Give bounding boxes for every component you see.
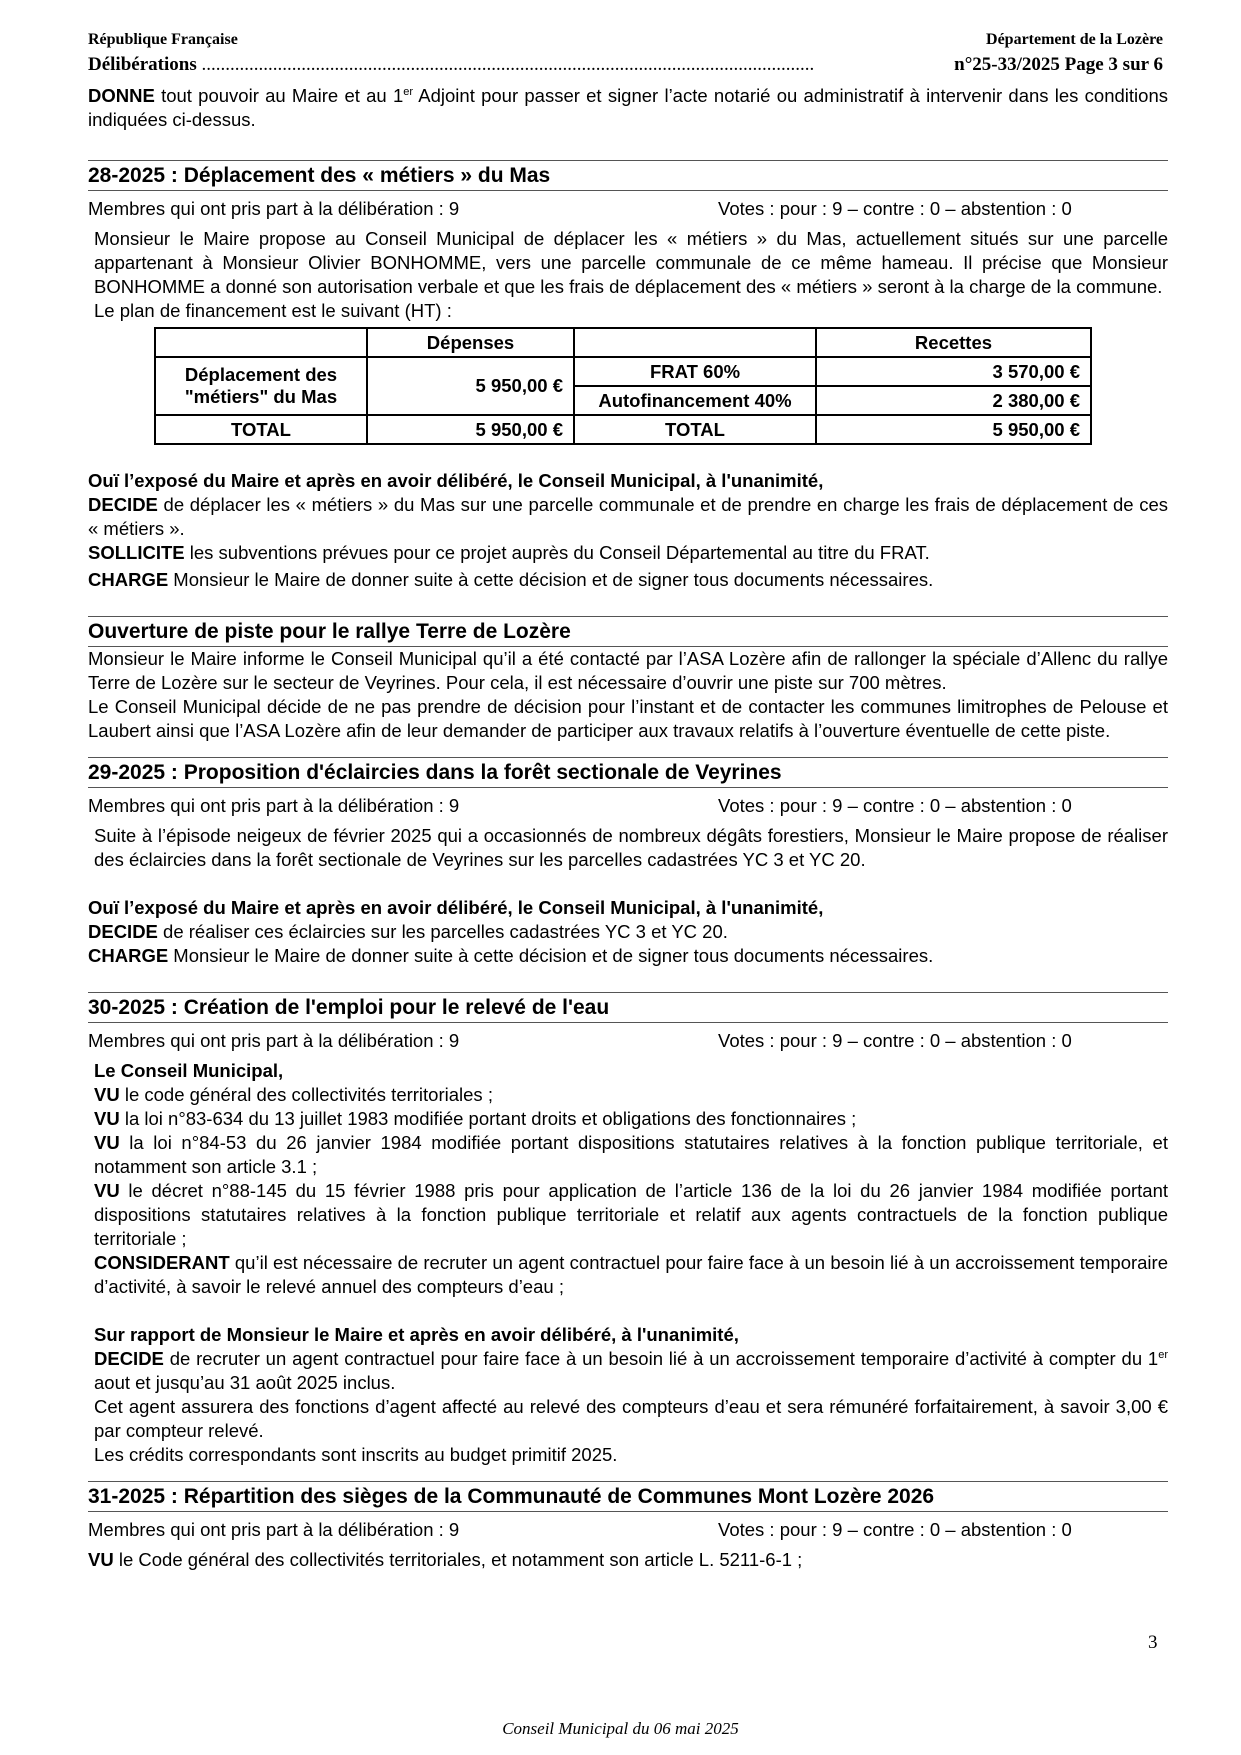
section-29-oui: Ouï l’exposé du Maire et après en avoir délibéré, le Conseil Municipal, à l'unanimité, bbox=[88, 897, 824, 918]
section-30-rapport: Sur rapport de Monsieur le Maire et après en avoir délibéré, à l'unanimité, bbox=[94, 1324, 739, 1345]
section-31-vu: VU le Code général des collectivités territoriales, et notamment son article L. 5211-6-1 ; bbox=[88, 1549, 803, 1570]
header-page-ref: n°25-33/2025 Page 3 sur 6 bbox=[954, 54, 1163, 75]
table-auto-label: Autofinancement 40% bbox=[574, 386, 816, 415]
section-30-vu4: VU le décret n°88-145 du 15 février 1988 pris pour application de l’article 136 de la loi du 26 janvier 1984 modifiée portant dispositions statutaires relatives à la fonction publique territoriale et relatif aux agents contractuels de la fonction publique territoriale ; bbox=[94, 1180, 1168, 1249]
header-deliberations: Délibérations ................................................................................................................................. bbox=[88, 54, 815, 75]
intro-donne: DONNE tout pouvoir au Maire et au 1er Adjoint pour passer et signer l’acte notarié ou administratif à intervenir dans les conditions indiquées ci-dessus. bbox=[88, 85, 1168, 130]
section-28-plan: Le plan de financement est le suivant (HT) : bbox=[94, 300, 452, 321]
section-30-decide: DECIDE de recruter un agent contractuel pour faire face à un besoin lié à un accroissement temporaire d’activité à compter du 1er aout et jusqu’au 31 août 2025 inclus. bbox=[94, 1348, 1168, 1393]
table-total-rec: 5 950,00 € bbox=[816, 415, 1091, 444]
section-28-members: Membres qui ont pris part à la délibération : 9 Votes : pour : 9 – contre : 0 – abstention : 0 bbox=[88, 198, 1072, 219]
section-30-vu2: VU la loi n°83-634 du 13 juillet 1983 modifiée portant droits et obligations des fonctionnaires ; bbox=[94, 1108, 857, 1129]
table-frat-label: FRAT 60% bbox=[574, 357, 816, 386]
section-28-sollicite: SOLLICITE les subventions prévues pour ce projet auprès du Conseil Départemental au titre du FRAT. bbox=[88, 542, 930, 563]
section-28-para: Monsieur le Maire propose au Conseil Municipal de déplacer les « métiers » du Mas, actuellement situés sur une parcelle appartenant à Monsieur Olivier BONHOMME, vers une parcelle communale de ce même hameau. Il précise que Monsieur BONHOMME a donné son autorisation verbale et que les frais de déplacement des « métiers » seront à la charge de la commune. bbox=[94, 228, 1168, 297]
section-28-title: 28-2025 : Déplacement des « métiers » du Mas bbox=[88, 160, 1168, 191]
page-header bbox=[88, 28, 1163, 78]
section-29-members: Membres qui ont pris part à la délibération : 9 Votes : pour : 9 – contre : 0 – abstention : 0 bbox=[88, 795, 1072, 816]
section-28-oui: Ouï l’exposé du Maire et après en avoir délibéré, le Conseil Municipal, à l'unanimité, bbox=[88, 470, 824, 491]
document-body bbox=[88, 84, 1168, 1572]
section-30-vu3: VU la loi n°84-53 du 26 janvier 1984 modifiée portant dispositions statutaires relatives à la fonction publique territoriale, et notamment son article 3.1 ; bbox=[94, 1132, 1168, 1177]
section-rallye-title: Ouverture de piste pour le rallye Terre de Lozère bbox=[88, 616, 1168, 647]
section-29-para: Suite à l’épisode neigeux de février 2025 qui a occasionnés de nombreux dégâts forestiers, Monsieur le Maire propose de réaliser des éclaircies dans la forêt sectionale de Veyrines sur les parcelles cadastrées YC 3 et YC 20. bbox=[94, 825, 1168, 870]
section-29-decide: DECIDE de réaliser ces éclaircies sur les parcelles cadastrées YC 3 et YC 20. bbox=[88, 921, 728, 942]
section-30-conseil: Le Conseil Municipal, bbox=[94, 1060, 284, 1081]
header-departement: Département de la Lozère bbox=[986, 31, 1163, 48]
section-30-considerant: CONSIDERANT qu’il est nécessaire de recruter un agent contractuel pour faire face à un besoin lié à un accroissement temporaire d’activité, à savoir le relevé annuel des compteurs d’eau ; bbox=[94, 1252, 1168, 1297]
footer-meeting: Conseil Municipal du 06 mai 2025 bbox=[502, 1719, 739, 1738]
table-row-label: Déplacement des "métiers" du Mas bbox=[155, 357, 367, 415]
financing-table bbox=[154, 327, 1092, 445]
section-30-credits: Les crédits correspondants sont inscrits au budget primitif 2025. bbox=[94, 1444, 618, 1465]
section-rallye-p1: Monsieur le Maire informe le Conseil Municipal qu’il a été contacté par l’ASA Lozère afin de rallonger la spéciale d’Allenc du rallye Terre de Lozère sur le secteur de Veyrines. Pour cela, il est nécessaire d’ouvrir une piste sur 700 mètres. bbox=[88, 648, 1168, 693]
table-header-recettes: Recettes bbox=[816, 328, 1091, 357]
section-30-members: Membres qui ont pris part à la délibération : 9 Votes : pour : 9 – contre : 0 – abstention : 0 bbox=[88, 1030, 1072, 1051]
table-frat-amount: 3 570,00 € bbox=[816, 357, 1091, 386]
table-dep-amount: 5 950,00 € bbox=[367, 357, 574, 415]
section-30-agent: Cet agent assurera des fonctions d’agent affecté au relevé des compteurs d’eau et sera rémunéré forfaitairement, à savoir 3,00 € par compteur relevé. bbox=[94, 1396, 1168, 1441]
section-29-charge: CHARGE Monsieur le Maire de donner suite à cette décision et de signer tous documents nécessaires. bbox=[88, 945, 934, 966]
section-rallye-p2: Le Conseil Municipal décide de ne pas prendre de décision pour l’instant et de contacter les communes limitrophes de Pelouse et Laubert ainsi que l’ASA Lozère afin de leur demander de participer aux travaux relatifs à l’ouverture éventuelle de cette piste. bbox=[88, 696, 1168, 741]
section-31-members: Membres qui ont pris part à la délibération : 9 Votes : pour : 9 – contre : 0 – abstention : 0 bbox=[88, 1519, 1072, 1540]
page-number: 3 bbox=[1148, 1632, 1158, 1653]
section-28-decide: DECIDE de déplacer les « métiers » du Mas sur une parcelle communale et de prendre en charge les frais de déplacement de ces « métiers ». bbox=[88, 494, 1168, 539]
table-total-rec-label: TOTAL bbox=[574, 415, 816, 444]
section-29-title: 29-2025 : Proposition d'éclaircies dans la forêt sectionale de Veyrines bbox=[88, 757, 1168, 788]
section-31-title: 31-2025 : Répartition des sièges de la Communauté de Communes Mont Lozère 2026 bbox=[88, 1481, 1168, 1512]
table-total-label: TOTAL bbox=[155, 415, 367, 444]
table-auto-amount: 2 380,00 € bbox=[816, 386, 1091, 415]
header-republique: République Française bbox=[88, 31, 238, 48]
table-header-depenses: Dépenses bbox=[367, 328, 574, 357]
section-30-vu1: VU le code général des collectivités territoriales ; bbox=[94, 1084, 493, 1105]
section-28-charge: CHARGE Monsieur le Maire de donner suite à cette décision et de signer tous documents nécessaires. bbox=[88, 569, 934, 590]
table-total-dep: 5 950,00 € bbox=[367, 415, 574, 444]
section-30-title: 30-2025 : Création de l'emploi pour le relevé de l'eau bbox=[88, 992, 1168, 1023]
